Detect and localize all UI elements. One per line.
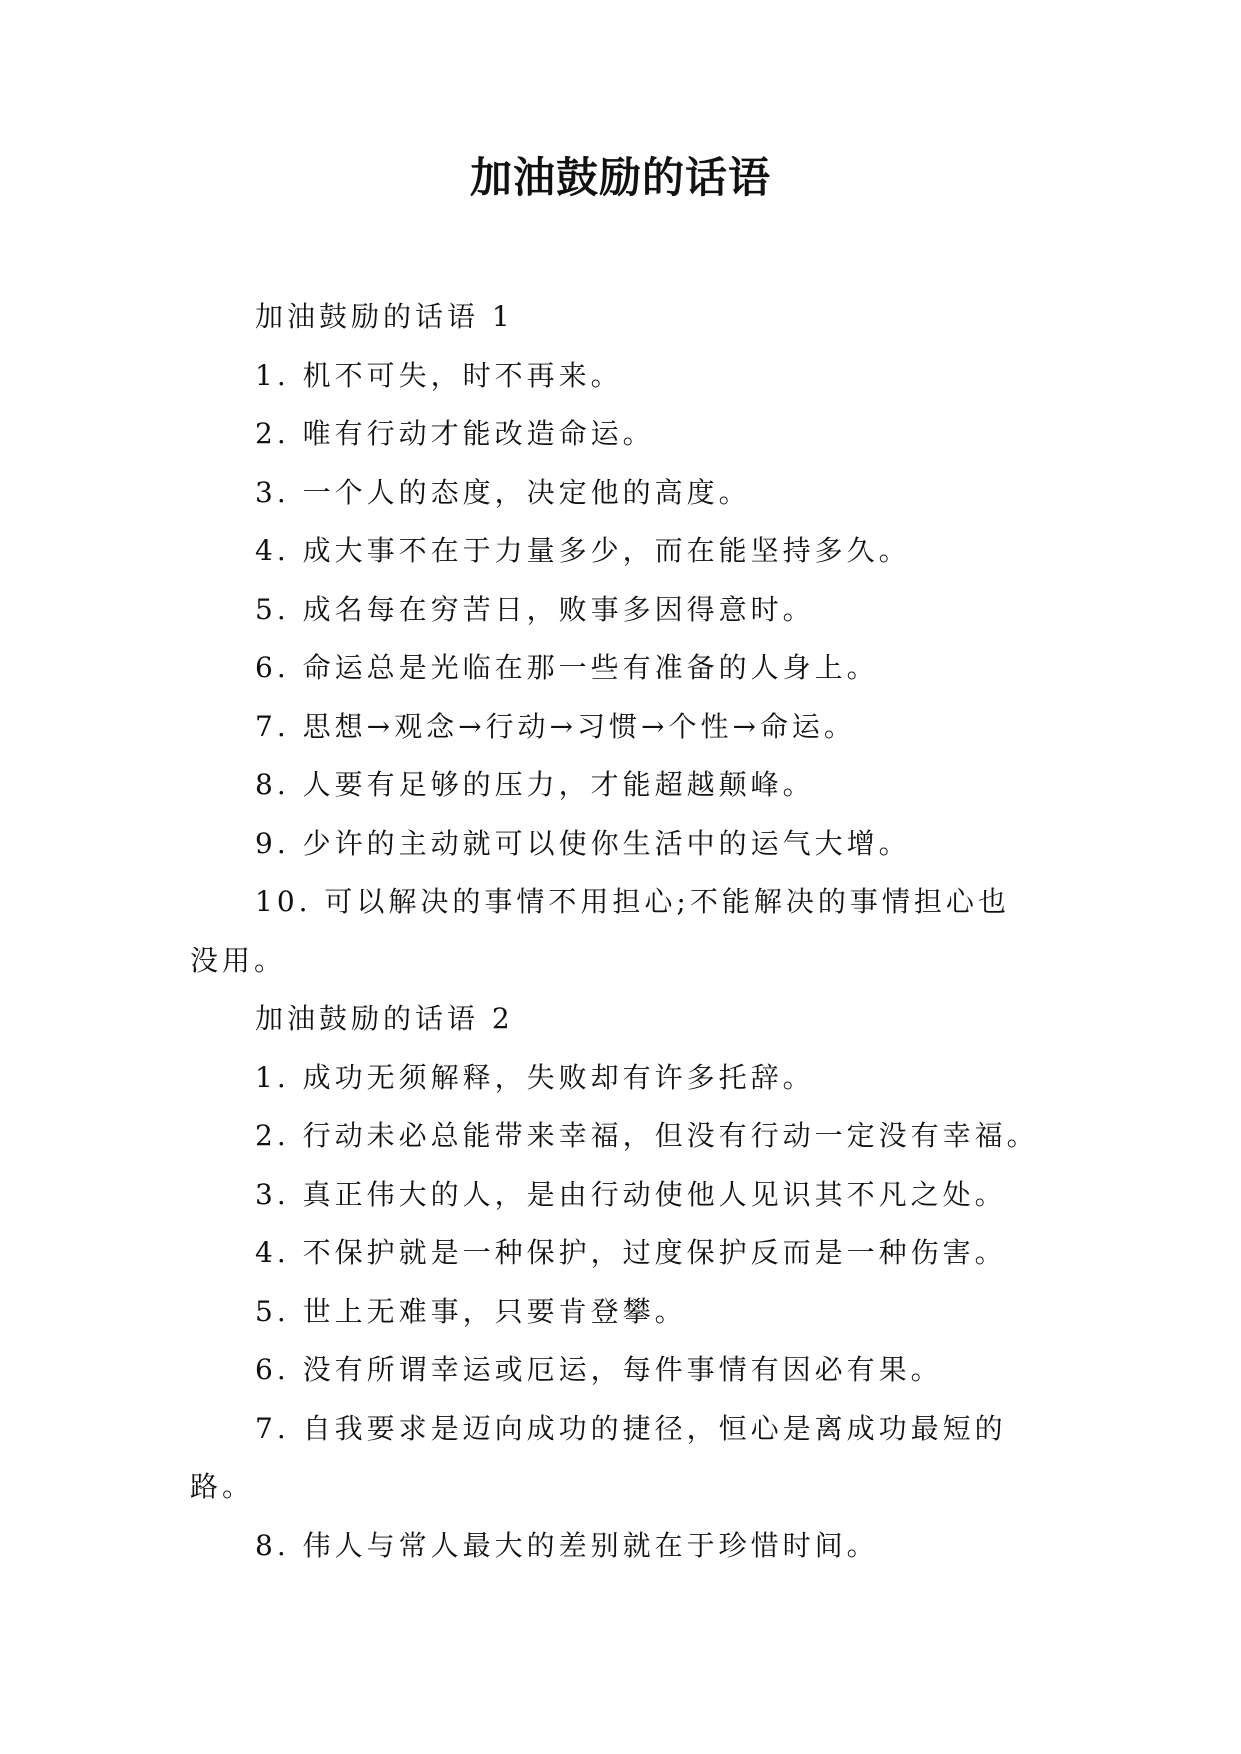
- list-item: 7. 思想→观念→行动→习惯→个性→命运。: [255, 709, 856, 743]
- list-item: 2. 行动未必总能带来幸福，但没有行动一定没有幸福。: [255, 1119, 1039, 1152]
- list-item: 3. 真正伟大的人，是由行动使他人见识其不凡之处。: [255, 1177, 1007, 1211]
- list-item: 3. 一个人的态度，决定他的高度。: [255, 475, 751, 509]
- list-item: 10. 可以解决的事情不用担心;不能解决的事情担心也: [255, 885, 1010, 918]
- list-item: 4. 成大事不在于力量多少，而在能坚持多久。: [255, 534, 911, 567]
- list-item-continuation: 没用。: [190, 943, 287, 977]
- list-item: 7. 自我要求是迈向成功的捷径，恒心是离成功最短的: [255, 1411, 1007, 1445]
- list-item: 1. 成功无须解释，失败却有许多托辞。: [255, 1060, 815, 1094]
- list-item: 5. 成名每在穷苦日，败事多因得意时。: [255, 592, 815, 626]
- list-item: 6. 命运总是光临在那一些有准备的人身上。: [255, 651, 879, 684]
- section-heading: 加油鼓励的话语 1: [255, 300, 514, 333]
- list-item: 8. 伟人与常人最大的差别就在于珍惜时间。: [255, 1528, 879, 1562]
- list-item: 4. 不保护就是一种保护，过度保护反而是一种伤害。: [255, 1236, 1007, 1269]
- list-item: 1. 机不可失，时不再来。: [255, 358, 623, 392]
- section-heading: 加油鼓励的话语 2: [255, 1002, 514, 1035]
- list-item: 2. 唯有行动才能改造命运。: [255, 417, 655, 450]
- list-item: 9. 少许的主动就可以使你生活中的运气大增。: [255, 826, 911, 860]
- list-item-continuation: 路。: [190, 1470, 255, 1503]
- list-item: 6. 没有所谓幸运或厄运，每件事情有因必有果。: [255, 1353, 943, 1386]
- list-item: 5. 世上无难事，只要肯登攀。: [255, 1294, 687, 1328]
- document-title: 加油鼓励的话语: [469, 153, 771, 202]
- document-body: [190, 288, 1070, 1575]
- list-item: 8. 人要有足够的压力，才能超越颠峰。: [255, 768, 815, 801]
